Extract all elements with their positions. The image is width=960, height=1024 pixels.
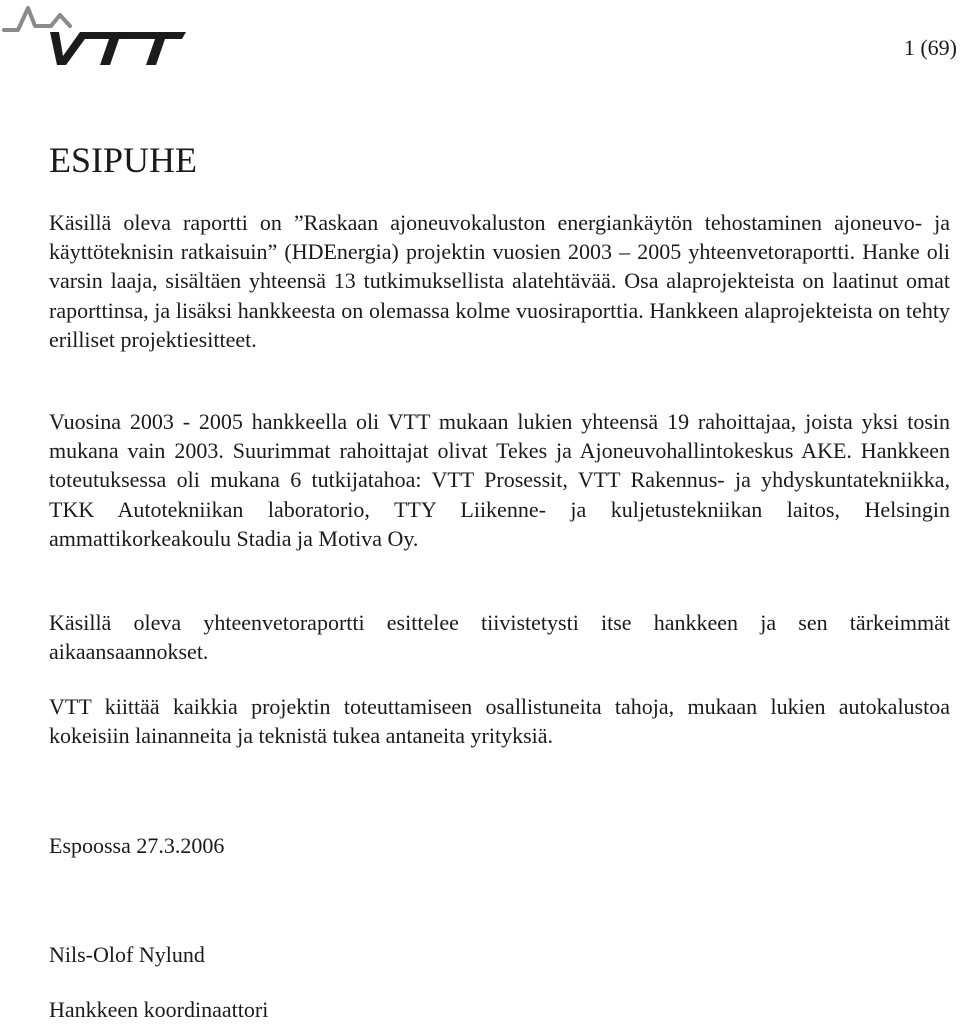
vtt-logo-icon: [2, 2, 186, 68]
paragraph: Käsillä oleva raportti on ”Raskaan ajoneuvokaluston energiankäytön tehostaminen ajoneuvo- ja käyttöteknisin ratkaisuin” (HDEnergia) projektin vuosien 2003 – 2005 yhteenvetoraportti. Hanke oli varsin laaja, sisältäen yhteensä 13 tutkimuksellista alatehtävää. Osa alaprojekteista on laatinut omat raporttinsa, ja lisäksi hankkeesta on olemassa kolme vuosiraporttia. Hankkeen alaprojekteista on tehty erilliset projektiesitteet.: [49, 210, 950, 352]
signer-role: Hankkeen koordinaattori: [49, 997, 269, 1022]
paragraph: VTT kiittää kaikkia projektin toteuttamiseen osallistuneita tahoja, mukaan lukien autokalustoa kokeisiin lainanneita ja teknistä tukea antaneita yrityksiä.: [49, 694, 950, 749]
paragraph: Vuosina 2003 - 2005 hankkeella oli VTT mukaan lukien yhteensä 19 rahoittajaa, joista yksi tosin mukana vain 2003. Suurimmat rahoittajat olivat Tekes ja Ajoneuvohallintokeskus AKE. Hankkeen toteutuksessa oli mukana 6 tutkijatahoa: VTT Prosessit, VTT Rakennus- ja yhdyskuntatekniikka, TKK Autotekniikan laboratorio, TTY Liikenne- ja kuljetustekniikan laitos, Helsingin ammattikorkeakoulu Stadia ja Motiva Oy.: [49, 409, 950, 551]
signer-name: Nils-Olof Nylund: [49, 942, 205, 967]
page-title: ESIPUHE: [49, 140, 198, 180]
page-number: 1 (69): [903, 35, 957, 60]
paragraph: Käsillä oleva yhteenvetoraportti esittelee tiivistetysti itse hankkeen ja sen tärkeimmät aikaansaannokset.: [49, 610, 950, 665]
place-date: Espoossa 27.3.2006: [49, 833, 225, 858]
